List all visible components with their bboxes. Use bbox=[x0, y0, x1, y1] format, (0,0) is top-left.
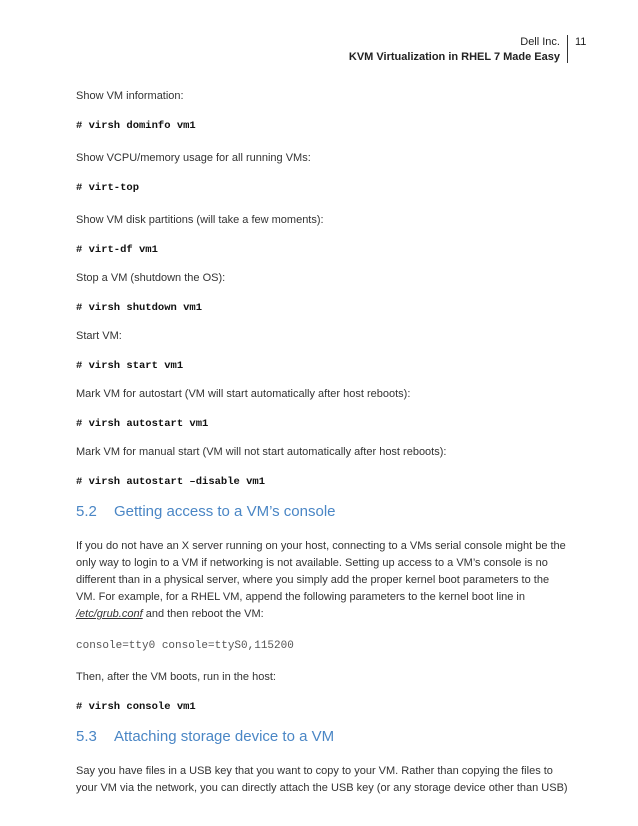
command: # virsh console vm1 bbox=[76, 701, 196, 713]
page-number: 11 bbox=[575, 36, 587, 48]
section-title: Attaching storage device to a VM bbox=[114, 728, 335, 745]
section-heading bbox=[76, 727, 571, 747]
command: # virsh autostart –disable vm1 bbox=[76, 476, 266, 488]
paragraph: Show VM disk partitions (will take a few moments): bbox=[76, 214, 324, 226]
paragraph: Show VCPU/memory usage for all running VMs: bbox=[76, 152, 311, 164]
section-heading bbox=[76, 502, 571, 522]
paragraph: Show VM information: bbox=[76, 90, 184, 102]
header-divider bbox=[567, 35, 568, 63]
paragraph: Say you have files in a USB key that you want to copy to your VM. Rather than copying the files to your VM via the network, you can directly attach the USB key (or any storage device other than USB) bbox=[76, 765, 568, 794]
paragraph: If you do not have an X server running on your host, connecting to a VMs serial console might be the only way to login to a VM if networking is not available. Setting up access to a VM’s console is no different than in a physical server, where you simply add the proper kernel boot parameters to the VM. For example, for a RHEL VM, append the following parameters to the kernel boot line in /etc/grub.conf and then reboot the VM: bbox=[76, 540, 566, 620]
section-title: Getting access to a VM’s console bbox=[114, 503, 336, 520]
command: # virsh shutdown vm1 bbox=[76, 302, 203, 314]
paragraph: Stop a VM (shutdown the OS): bbox=[76, 272, 226, 284]
company-name: Dell Inc. bbox=[520, 36, 560, 48]
paragraph: Start VM: bbox=[76, 330, 122, 342]
paragraph: Mark VM for manual start (VM will not start automatically after host reboots): bbox=[76, 446, 447, 458]
command: # virsh autostart vm1 bbox=[76, 418, 209, 430]
file-path: /etc/grub.conf bbox=[76, 608, 143, 620]
page-header bbox=[349, 35, 560, 65]
code-line: console=tty0 console=ttyS0,115200 bbox=[76, 640, 294, 652]
paragraph: Then, after the VM boots, run in the host: bbox=[76, 671, 276, 683]
section-number: 5.2 bbox=[76, 503, 97, 520]
paragraph: Mark VM for autostart (VM will start automatically after host reboots): bbox=[76, 388, 411, 400]
command: # virsh start vm1 bbox=[76, 360, 184, 372]
document-title: KVM Virtualization in RHEL 7 Made Easy bbox=[348, 51, 560, 63]
command: # virsh dominfo vm1 bbox=[76, 120, 196, 132]
section-number: 5.3 bbox=[76, 728, 97, 745]
command: # virt-df vm1 bbox=[76, 244, 158, 256]
command: # virt-top bbox=[76, 182, 140, 194]
page-content bbox=[76, 88, 571, 797]
